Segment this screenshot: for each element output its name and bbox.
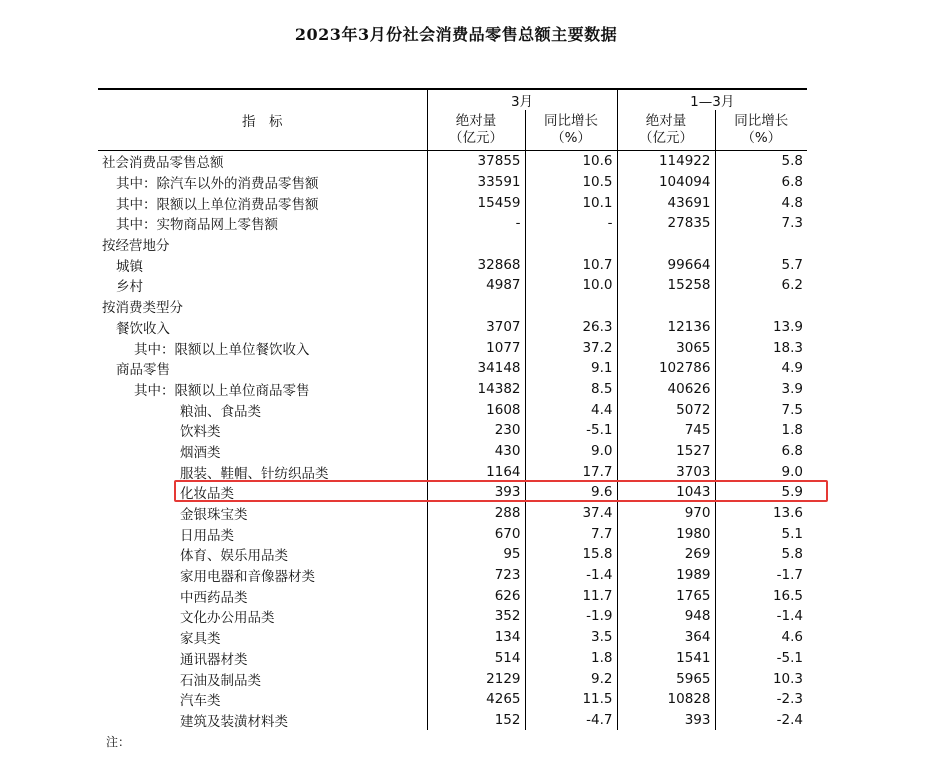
- month-abs-cell: 3707: [427, 317, 525, 338]
- month-yoy-cell: 37.2: [525, 337, 617, 358]
- row-label: 商品零售: [116, 362, 170, 379]
- month-abs-cell: 1077: [427, 337, 525, 358]
- row-label: 文化办公用品类: [180, 610, 275, 627]
- ytd-abs-cell: 104094: [617, 172, 715, 193]
- ytd-abs-cell: 40626: [617, 379, 715, 400]
- table-row: [98, 461, 807, 482]
- month-yoy-cell: 15.8: [525, 544, 617, 565]
- month-abs-cell: [427, 296, 525, 317]
- month-abs-cell: 2129: [427, 668, 525, 689]
- row-label: 金银珠宝类: [180, 507, 248, 524]
- ytd-yoy-header: [715, 110, 807, 151]
- month-yoy-cell: 10.7: [525, 254, 617, 275]
- ytd-abs-cell: 3703: [617, 461, 715, 482]
- table-row: [98, 172, 807, 193]
- table-row: [98, 710, 807, 731]
- row-label: 城镇: [116, 258, 143, 275]
- ytd-abs-cell: 269: [617, 544, 715, 565]
- month-yoy-cell: -: [525, 213, 617, 234]
- month-yoy-cell: -1.4: [525, 565, 617, 586]
- month-abs-cell: 626: [427, 585, 525, 606]
- month-yoy-cell: 17.7: [525, 461, 617, 482]
- ytd-abs-cell: 102786: [617, 358, 715, 379]
- month-yoy-cell: 10.5: [525, 172, 617, 193]
- table-body: [98, 151, 807, 731]
- month-yoy-cell: 7.7: [525, 523, 617, 544]
- ytd-header: 1—3月: [617, 89, 807, 110]
- ytd-yoy-cell: [715, 296, 807, 317]
- table-row: [98, 482, 807, 503]
- ytd-abs-cell: 99664: [617, 254, 715, 275]
- month-yoy-cell: 8.5: [525, 379, 617, 400]
- month-abs-cell: 15459: [427, 192, 525, 213]
- month-header: 3月: [427, 89, 617, 110]
- month-yoy-cell: 9.6: [525, 482, 617, 503]
- ytd-yoy-cell: 9.0: [715, 461, 807, 482]
- page-title: 2023年3月份社会消费品零售总额主要数据: [294, 25, 618, 44]
- month-yoy-cell: 11.5: [525, 689, 617, 710]
- table-row: [98, 234, 807, 255]
- month-yoy-cell: [525, 234, 617, 255]
- month-abs-cell: [427, 234, 525, 255]
- table-row: [98, 648, 807, 669]
- month-abs-cell: 723: [427, 565, 525, 586]
- table-row: [98, 317, 807, 338]
- yoy-label: 同比增长: [734, 113, 789, 129]
- month-yoy-cell: -4.7: [525, 710, 617, 731]
- row-label: 其中：除汽车以外的消费品零售额: [116, 176, 319, 193]
- retail-sales-table: [98, 88, 807, 730]
- ytd-abs-cell: 114922: [617, 151, 715, 172]
- month-abs-cell: 4265: [427, 689, 525, 710]
- month-yoy-cell: 4.4: [525, 399, 617, 420]
- table-row: [98, 627, 807, 648]
- ytd-yoy-cell: 18.3: [715, 337, 807, 358]
- month-abs-cell: 14382: [427, 379, 525, 400]
- ytd-abs-cell: 5965: [617, 668, 715, 689]
- month-abs-cell: 134: [427, 627, 525, 648]
- ytd-yoy-cell: 7.3: [715, 213, 807, 234]
- ytd-yoy-cell: 6.2: [715, 275, 807, 296]
- month-abs-cell: 1164: [427, 461, 525, 482]
- ytd-yoy-cell: 4.9: [715, 358, 807, 379]
- ytd-abs-cell: 745: [617, 420, 715, 441]
- month-yoy-cell: [525, 296, 617, 317]
- ytd-abs-cell: 1989: [617, 565, 715, 586]
- row-label: 粮油、食品类: [180, 403, 261, 420]
- row-label: 烟酒类: [180, 444, 221, 461]
- ytd-yoy-cell: 13.6: [715, 503, 807, 524]
- table-row: [98, 337, 807, 358]
- month-yoy-cell: -5.1: [525, 420, 617, 441]
- row-label: 家用电器和音像器材类: [180, 569, 315, 586]
- abs-label: 绝对量: [645, 113, 687, 129]
- ytd-yoy-cell: 10.3: [715, 668, 807, 689]
- yoy-unit: （%）: [741, 130, 782, 146]
- row-label: 其中：限额以上单位餐饮收入: [134, 341, 310, 358]
- ytd-abs-cell: 1527: [617, 441, 715, 462]
- row-label: 体育、娱乐用品类: [180, 548, 288, 565]
- ytd-abs-cell: 5072: [617, 399, 715, 420]
- ytd-abs-cell: 3065: [617, 337, 715, 358]
- row-label: 石油及制品类: [180, 672, 261, 689]
- month-abs-cell: 393: [427, 482, 525, 503]
- ytd-yoy-cell: 4.6: [715, 627, 807, 648]
- table-row: [98, 668, 807, 689]
- month-abs-cell: 37855: [427, 151, 525, 172]
- month-abs-cell: 430: [427, 441, 525, 462]
- row-label: 建筑及装潢材料类: [180, 713, 288, 730]
- month-abs-header: [427, 110, 525, 151]
- ytd-yoy-cell: 7.5: [715, 399, 807, 420]
- ytd-yoy-cell: -2.4: [715, 710, 807, 731]
- row-label: 按经营地分: [102, 238, 170, 255]
- month-abs-cell: 32868: [427, 254, 525, 275]
- ytd-yoy-cell: 3.9: [715, 379, 807, 400]
- table-row: [98, 441, 807, 462]
- indicator-header: 指 标: [98, 89, 427, 151]
- ytd-abs-cell: 1765: [617, 585, 715, 606]
- month-yoy-cell: 3.5: [525, 627, 617, 648]
- month-abs-cell: 352: [427, 606, 525, 627]
- month-yoy-cell: 9.1: [525, 358, 617, 379]
- table-row: [98, 296, 807, 317]
- footnote-label: 注：: [106, 735, 131, 749]
- table-row: [98, 606, 807, 627]
- ytd-yoy-cell: 5.9: [715, 482, 807, 503]
- ytd-yoy-cell: [715, 234, 807, 255]
- row-label: 服装、鞋帽、针纺织品类: [180, 465, 329, 482]
- ytd-abs-cell: 1980: [617, 523, 715, 544]
- month-abs-cell: 4987: [427, 275, 525, 296]
- month-abs-cell: 670: [427, 523, 525, 544]
- ytd-abs-cell: 1043: [617, 482, 715, 503]
- ytd-yoy-cell: 13.9: [715, 317, 807, 338]
- row-label: 汽车类: [180, 693, 221, 710]
- table-row: [98, 358, 807, 379]
- month-abs-cell: 95: [427, 544, 525, 565]
- ytd-yoy-cell: -1.7: [715, 565, 807, 586]
- ytd-abs-cell: 1541: [617, 648, 715, 669]
- table-row: [98, 585, 807, 606]
- row-label: 通讯器材类: [180, 651, 248, 668]
- yoy-unit: （%）: [551, 130, 591, 146]
- ytd-yoy-cell: 5.1: [715, 523, 807, 544]
- table-row: [98, 213, 807, 234]
- row-label: 其中：限额以上单位商品零售: [134, 382, 310, 399]
- abs-unit: （亿元）: [639, 130, 693, 146]
- footnote-text-cropped: [118, 750, 368, 758]
- ytd-abs-cell: 15258: [617, 275, 715, 296]
- yoy-label: 同比增长: [544, 113, 598, 129]
- month-abs-cell: 230: [427, 420, 525, 441]
- ytd-abs-cell: 393: [617, 710, 715, 731]
- row-label: 其中：实物商品网上零售额: [116, 217, 278, 234]
- ytd-yoy-cell: 5.8: [715, 151, 807, 172]
- table-row: [98, 523, 807, 544]
- month-abs-cell: 33591: [427, 172, 525, 193]
- month-yoy-cell: 10.1: [525, 192, 617, 213]
- table-row: [98, 503, 807, 524]
- month-yoy-cell: 11.7: [525, 585, 617, 606]
- row-label: 饮料类: [180, 424, 221, 441]
- month-abs-cell: 288: [427, 503, 525, 524]
- month-yoy-cell: 37.4: [525, 503, 617, 524]
- row-label: 日用品类: [180, 527, 234, 544]
- table-row: [98, 420, 807, 441]
- row-label: 中西药品类: [180, 589, 248, 606]
- ytd-abs-cell: [617, 296, 715, 317]
- month-abs-cell: 34148: [427, 358, 525, 379]
- ytd-yoy-cell: 6.8: [715, 441, 807, 462]
- ytd-abs-cell: 10828: [617, 689, 715, 710]
- ytd-yoy-cell: 6.8: [715, 172, 807, 193]
- row-label: 化妆品类: [180, 486, 234, 503]
- table-row: [98, 544, 807, 565]
- month-yoy-header: [525, 110, 617, 151]
- month-yoy-cell: 10.0: [525, 275, 617, 296]
- table-row: [98, 151, 807, 172]
- ytd-yoy-cell: 1.8: [715, 420, 807, 441]
- ytd-abs-cell: 970: [617, 503, 715, 524]
- ytd-abs-header: [617, 110, 715, 151]
- row-label: 其中：限额以上单位消费品零售额: [116, 196, 319, 213]
- abs-label: 绝对量: [455, 113, 497, 129]
- ytd-yoy-cell: 16.5: [715, 585, 807, 606]
- month-abs-cell: -: [427, 213, 525, 234]
- table-row: [98, 689, 807, 710]
- month-yoy-cell: 1.8: [525, 648, 617, 669]
- row-label: 按消费类型分: [102, 300, 183, 317]
- month-abs-cell: 514: [427, 648, 525, 669]
- month-yoy-cell: 9.0: [525, 441, 617, 462]
- month-yoy-cell: 9.2: [525, 668, 617, 689]
- month-yoy-cell: -1.9: [525, 606, 617, 627]
- ytd-yoy-cell: -1.4: [715, 606, 807, 627]
- ytd-abs-cell: 948: [617, 606, 715, 627]
- table-row: [98, 379, 807, 400]
- ytd-yoy-cell: 5.7: [715, 254, 807, 275]
- ytd-yoy-cell: -5.1: [715, 648, 807, 669]
- row-label: 家具类: [180, 631, 221, 648]
- ytd-abs-cell: 43691: [617, 192, 715, 213]
- ytd-abs-cell: 27835: [617, 213, 715, 234]
- ytd-abs-cell: [617, 234, 715, 255]
- table-row: [98, 399, 807, 420]
- row-label: 餐饮收入: [116, 320, 170, 337]
- table-row: [98, 565, 807, 586]
- abs-unit: （亿元）: [449, 130, 503, 146]
- row-label: 社会消费品零售总额: [102, 155, 224, 172]
- month-yoy-cell: 10.6: [525, 151, 617, 172]
- ytd-yoy-cell: -2.3: [715, 689, 807, 710]
- month-abs-cell: 1608: [427, 399, 525, 420]
- table-row: [98, 254, 807, 275]
- table-row: [98, 192, 807, 213]
- ytd-abs-cell: 364: [617, 627, 715, 648]
- row-label: 乡村: [116, 279, 143, 296]
- ytd-yoy-cell: 5.8: [715, 544, 807, 565]
- month-abs-cell: 152: [427, 710, 525, 731]
- month-yoy-cell: 26.3: [525, 317, 617, 338]
- ytd-yoy-cell: 4.8: [715, 192, 807, 213]
- ytd-abs-cell: 12136: [617, 317, 715, 338]
- table-row: [98, 275, 807, 296]
